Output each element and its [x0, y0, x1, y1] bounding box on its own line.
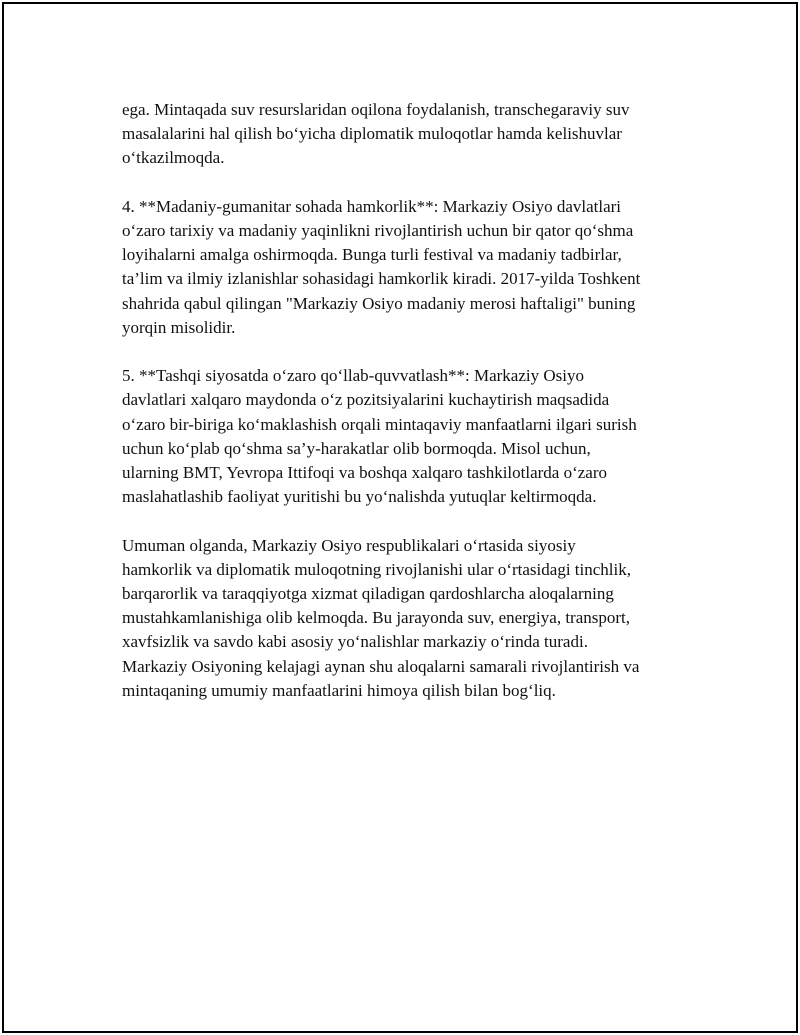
paragraph-foreign-policy-support: 5. **Tashqi siyosatda oʻzaro qoʻllab-quvvatlash**: Markaziy Osiyo davlatlari xalqaro maydonda oʻz pozitsiyalarini kuchaytirish maqsadida oʻzaro bir-biriga koʻmaklashish orqali mintaqaviy manfaatlarni ilgari surish uchun koʻplab qoʻshma sa’y-harakatlar olib bormoqda. Misol uchun, ularning BMT, Yevropa Ittifoqi va boshqa xalqaro tashkilotlarda oʻzaro maslahatlashib faoliyat yuritishi bu yoʻnalishda yutuqlar keltirmoqda. — [122, 366, 637, 507]
page-frame — [2, 2, 798, 1033]
paragraph-water-cooperation: ega. Mintaqada suv resurslaridan oqilona foydalanish, transchegaraviy suv masalalarini hal qilish boʻyicha diplomatik muloqotlar hamda kelishuvlar oʻtkazilmoqda. — [122, 100, 630, 168]
document-body — [122, 98, 696, 703]
paragraph-conclusion: Umuman olganda, Markaziy Osiyo respublikalari oʻrtasida siyosiy hamkorlik va diplomatik muloqotning rivojlanishi ular oʻrtasidagi tinchlik, barqarorlik va taraqqiyotga xizmat qiladigan qardoshlarcha aloqalarning mustahkamlanishiga olib kelmoqda. Bu jarayonda suv, energiya, transport, xavfsizlik va savdo kabi asosiy yoʻnalishlar markaziy oʻrinda turadi. Markaziy Osiyoning kelajagi aynan shu aloqalarni samarali rivojlantirish va mintaqaning umumiy manfaatlarini himoya qilish bilan bogʻliq. — [122, 535, 640, 700]
paragraph-cultural-cooperation: 4. **Madaniy-gumanitar sohada hamkorlik**: Markaziy Osiyo davlatlari oʻzaro tarixiy va madaniy yaqinlikni rivojlantirish uchun bir qator qoʻshma loyihalarni amalga oshirmoqda. Bunga turli festival va madaniy tadbirlar, ta’lim va ilmiy izlanishlar sohasidagi hamkorlik kiradi. 2017-yilda Toshkent shahrida qabul qilingan "Markaziy Osiyo madaniy merosi haftaligi" buning yorqin misolidir. — [122, 196, 641, 337]
